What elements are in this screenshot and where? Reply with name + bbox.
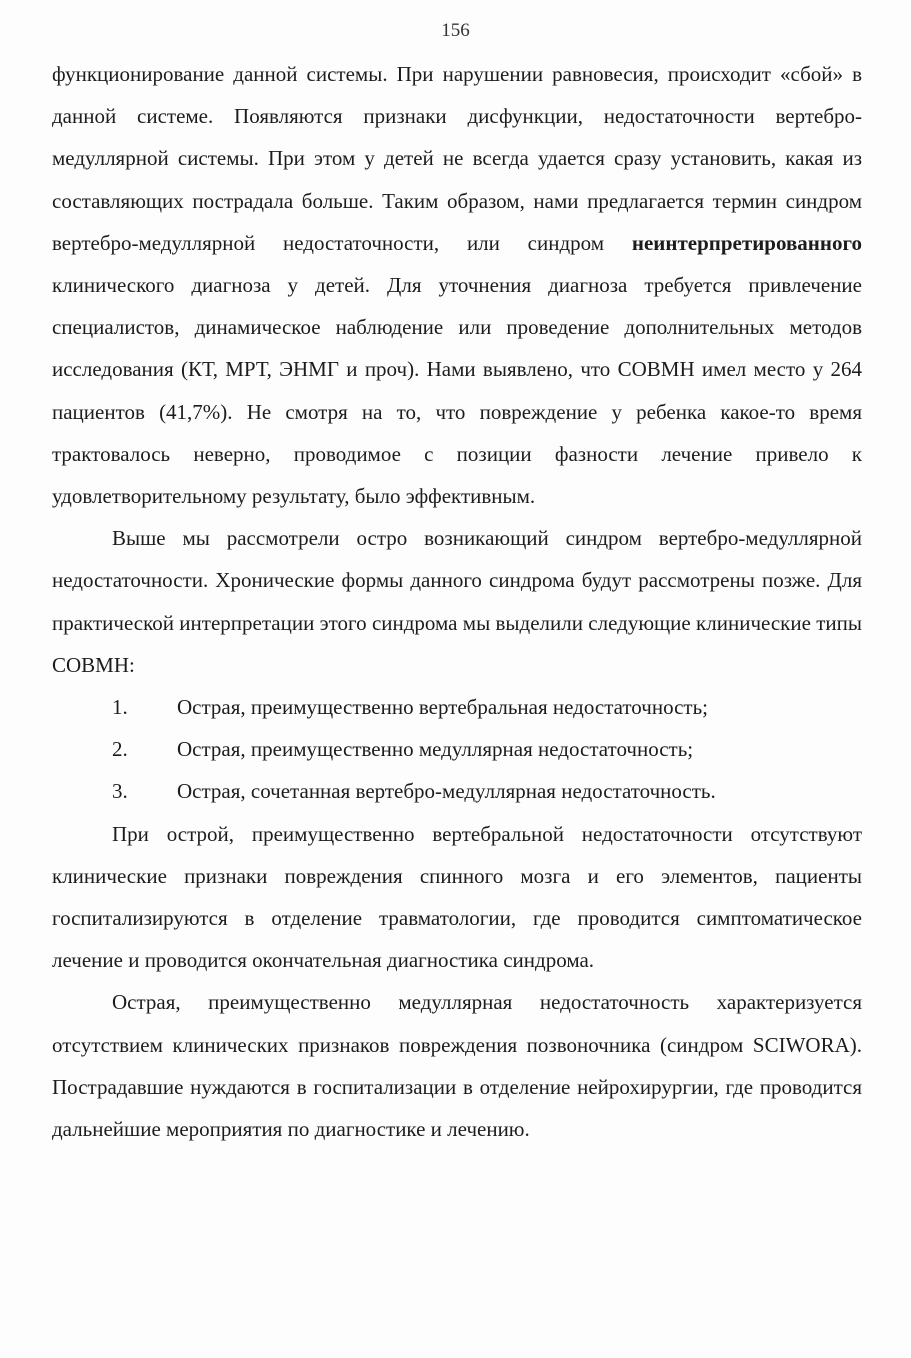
list-item (52, 686, 862, 728)
text-body (52, 53, 862, 1150)
paragraph-1-text: функционирование данной системы. При нарушении равновесия, происходит «сбой» в данной системе. Появляются признаки дисфункции, недостаточности вертебро-медуллярной системы. При этом у детей не всегда удается сразу установить, какая из составляющих пострадала больше. Таким образом, нами предлагается термин синдром вертебро-медуллярной недостаточности, или синдром (52, 62, 862, 255)
paragraph-1-tail: клинического диагноза у детей. Для уточнения диагноза требуется привлечение специалистов, динамическое наблюдение или проведение дополнительных методов исследования (КТ, МРТ, ЭНМГ и проч). Нами выявлено, что СОВМН имел место у 264 пациентов (41,7%). Не смотря на то, что повреждение у ребенка какое-то время трактовалось неверно, проводимое с позиции фазности лечение привело к удовлетворительному результату, было эффективным. (52, 273, 862, 509)
paragraph-4: Острая, преимущественно медуллярная недостаточность характеризуется отсутствием клинических признаков повреждения позвоночника (синдром SCIWORA). Пострадавшие нуждаются в госпитализации в отделение нейрохирургии, где проводится дальнейшие мероприятия по диагностике и лечению. (52, 990, 862, 1142)
paragraph-3: При острой, преимущественно вертебральной недостаточности отсутствуют клинические признаки повреждения спинного мозга и его элементов, пациенты госпитализируются в отделение травматологии, где проводится симптоматическое лечение и проводится окончательная диагностика синдрома. (52, 821, 862, 973)
types-list (52, 686, 862, 813)
list-item-number: 1. (112, 695, 128, 720)
list-item (52, 728, 862, 770)
list-item-number: 3. (112, 779, 128, 804)
paragraph-1 (52, 53, 862, 517)
bold-term: неинтерпретированного (631, 230, 863, 255)
list-item-number: 2. (112, 737, 128, 762)
list-item (52, 770, 862, 812)
list-item-text: Острая, преимущественно медуллярная недостаточность; (177, 737, 694, 762)
list-item-text: Острая, сочетанная вертебро-медуллярная недостаточность. (177, 779, 716, 804)
paragraph-2: Выше мы рассмотрели остро возникающий синдром вертебро-медуллярной недостаточности. Хронические формы данного синдрома будут рассмотрены позже. Для практической интерпретации этого синдрома мы выделили следующие клинические типы СОВМН: (52, 526, 862, 677)
list-item-text: Острая, преимущественно вертебральная недостаточность; (177, 695, 708, 720)
page-number: 156 (441, 20, 470, 41)
